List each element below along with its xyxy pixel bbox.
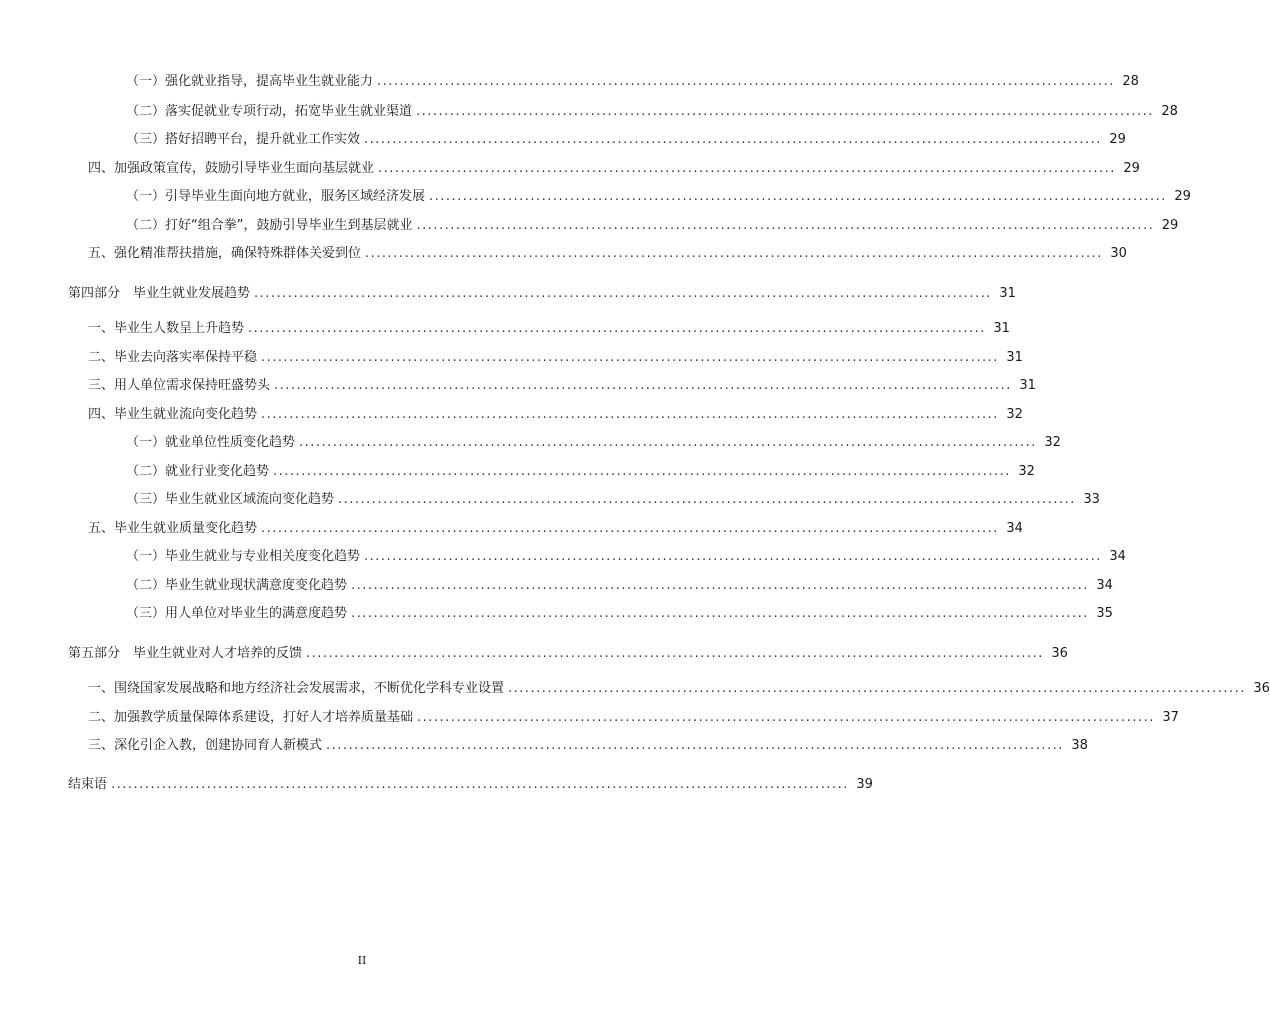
toc-entry[interactable] xyxy=(126,463,1035,481)
toc-entry[interactable] xyxy=(126,491,1100,509)
toc-entry[interactable] xyxy=(88,709,1179,727)
toc-entry-page: 34 xyxy=(1109,549,1126,564)
toc-leader-dots: ................................................................................................................................... xyxy=(261,407,999,422)
toc-entry-title: 结束语 xyxy=(68,777,108,792)
toc-entry-page: 29 xyxy=(1174,189,1191,204)
toc-entry-title: 四、毕业生就业流向变化趋势 xyxy=(88,407,258,422)
toc-entry-title: （三）毕业生就业区域流向变化趋势 xyxy=(126,492,335,507)
toc-leader-dots: ................................................................................................................................... xyxy=(273,464,1011,479)
toc-entry[interactable] xyxy=(126,605,1113,623)
toc-entry-page: 28 xyxy=(1122,74,1139,89)
toc-leader-dots: ................................................................................................................................... xyxy=(326,738,1064,753)
toc-entry-title: 五、强化精准帮扶措施，确保特殊群体关爱到位 xyxy=(88,246,362,261)
toc-leader-dots: ................................................................................................................................... xyxy=(378,161,1116,176)
toc-entry[interactable] xyxy=(88,406,1023,424)
toc-entry-page: 31 xyxy=(993,321,1010,336)
toc-leader-dots: ................................................................................................................................... xyxy=(351,578,1089,593)
toc-entry-title: （一）毕业生就业与专业相关度变化趋势 xyxy=(126,549,361,564)
toc-entry[interactable] xyxy=(126,73,1139,91)
toc-entry-title: 五、毕业生就业质量变化趋势 xyxy=(88,521,258,536)
toc-entry-title: 第五部分 毕业生就业对人才培养的反馈 xyxy=(68,646,303,661)
toc-entry-title: （二）打好“组合拳”，鼓励引导毕业生到基层就业 xyxy=(126,218,413,233)
toc-entry-page: 31 xyxy=(1006,350,1023,365)
toc-entry[interactable] xyxy=(88,737,1088,755)
toc-entry-page: 28 xyxy=(1161,104,1178,119)
toc-entry-title: （二）毕业生就业现状满意度变化趋势 xyxy=(126,578,348,593)
toc-leader-dots: ................................................................................................................................... xyxy=(416,104,1154,119)
toc-entry-page: 32 xyxy=(1044,435,1061,450)
toc-entry[interactable] xyxy=(126,188,1191,206)
toc-entry[interactable] xyxy=(126,548,1126,566)
toc-entry[interactable] xyxy=(68,645,1068,663)
toc-entry[interactable] xyxy=(126,103,1178,121)
toc-entry-page: 35 xyxy=(1096,606,1113,621)
toc-entry-title: （二）落实促就业专项行动，拓宽毕业生就业渠道 xyxy=(126,104,413,119)
toc-entry-title: 三、深化引企入教，创建协同育人新模式 xyxy=(88,738,323,753)
toc-entry-page: 36 xyxy=(1051,646,1068,661)
toc-leader-dots: ................................................................................................................................... xyxy=(261,350,999,365)
toc-leader-dots: ................................................................................................................................... xyxy=(364,549,1102,564)
toc-leader-dots: ................................................................................................................................... xyxy=(416,218,1155,233)
toc-entry-page: 33 xyxy=(1083,492,1100,507)
toc-entry[interactable] xyxy=(126,434,1061,452)
toc-entry-page: 31 xyxy=(1019,378,1036,393)
toc-leader-dots: ................................................................................................................................... xyxy=(417,710,1155,725)
toc-entry-page: 31 xyxy=(999,286,1016,301)
toc-leader-dots: ................................................................................................................................... xyxy=(248,321,986,336)
toc-entry-page: 34 xyxy=(1096,578,1113,593)
toc-leader-dots: ................................................................................................................................... xyxy=(111,777,849,792)
toc-leader-dots: ................................................................................................................................... xyxy=(351,606,1089,621)
toc-entry-page: 38 xyxy=(1071,738,1088,753)
toc-entry-page: 36 xyxy=(1253,681,1270,696)
toc-entry-title: （二）就业行业变化趋势 xyxy=(126,464,270,479)
toc-entry[interactable] xyxy=(88,320,1010,338)
page-number: II xyxy=(357,954,367,967)
toc-leader-dots: ................................................................................................................................... xyxy=(365,246,1103,261)
toc-entry[interactable] xyxy=(126,577,1113,595)
toc-entry-title: （三）用人单位对毕业生的满意度趋势 xyxy=(126,606,348,621)
toc-entry-title: （一）引导毕业生面向地方就业，服务区域经济发展 xyxy=(126,189,426,204)
toc-entry-title: （一）强化就业指导，提高毕业生就业能力 xyxy=(126,74,374,89)
toc-entry-page: 29 xyxy=(1161,218,1179,233)
toc-entry-title: 一、围绕国家发展战略和地方经济社会发展需求，不断优化学科专业设置 xyxy=(88,681,505,696)
toc-entry-page: 30 xyxy=(1110,246,1127,261)
toc-leader-dots: ................................................................................................................................... xyxy=(429,189,1167,204)
toc-entry-title: 二、加强教学质量保障体系建设，打好人才培养质量基础 xyxy=(88,710,414,725)
toc-leader-dots: ................................................................................................................................... xyxy=(274,378,1012,393)
toc-entry[interactable] xyxy=(88,680,1270,698)
toc-entry[interactable] xyxy=(126,131,1126,149)
toc-entry[interactable] xyxy=(88,349,1023,367)
toc-leader-dots: ................................................................................................................................... xyxy=(306,646,1044,661)
toc-entry-title: 第四部分 毕业生就业发展趋势 xyxy=(68,286,251,301)
toc-entry[interactable] xyxy=(68,776,873,794)
toc-entry-page: 39 xyxy=(856,777,873,792)
toc-leader-dots: ................................................................................................................................... xyxy=(364,132,1102,147)
toc-entry-page: 32 xyxy=(1006,407,1023,422)
toc-leader-dots: ................................................................................................................................... xyxy=(338,492,1076,507)
toc-entry-title: 一、毕业生人数呈上升趋势 xyxy=(88,321,245,336)
toc-entry[interactable] xyxy=(88,160,1140,178)
toc-entry-title: 四、加强政策宣传，鼓励引导毕业生面向基层就业 xyxy=(88,161,375,176)
toc-entry-title: （一）就业单位性质变化趋势 xyxy=(126,435,296,450)
toc-leader-dots: ................................................................................................................................... xyxy=(261,521,999,536)
toc-entry[interactable] xyxy=(88,245,1127,263)
toc-leader-dots: ................................................................................................................................... xyxy=(254,286,992,301)
toc-entry-page: 29 xyxy=(1109,132,1126,147)
toc-entry-title: 二、毕业去向落实率保持平稳 xyxy=(88,350,258,365)
toc-entry-page: 34 xyxy=(1006,521,1023,536)
toc-leader-dots: ................................................................................................................................... xyxy=(299,435,1037,450)
toc-entry[interactable] xyxy=(88,377,1036,395)
toc-entry-title: （三）搭好招聘平台，提升就业工作实效 xyxy=(126,132,361,147)
toc-leader-dots: ................................................................................................................................... xyxy=(508,681,1246,696)
toc-entry-title: 三、用人单位需求保持旺盛势头 xyxy=(88,378,271,393)
toc-entry-page: 32 xyxy=(1018,464,1035,479)
toc-entry[interactable] xyxy=(126,217,1179,235)
toc-entry[interactable] xyxy=(68,285,1016,303)
toc-entry-page: 29 xyxy=(1123,161,1140,176)
toc-leader-dots: ................................................................................................................................... xyxy=(377,74,1115,89)
toc-entry[interactable] xyxy=(88,520,1023,538)
toc-entry-page: 37 xyxy=(1162,710,1179,725)
